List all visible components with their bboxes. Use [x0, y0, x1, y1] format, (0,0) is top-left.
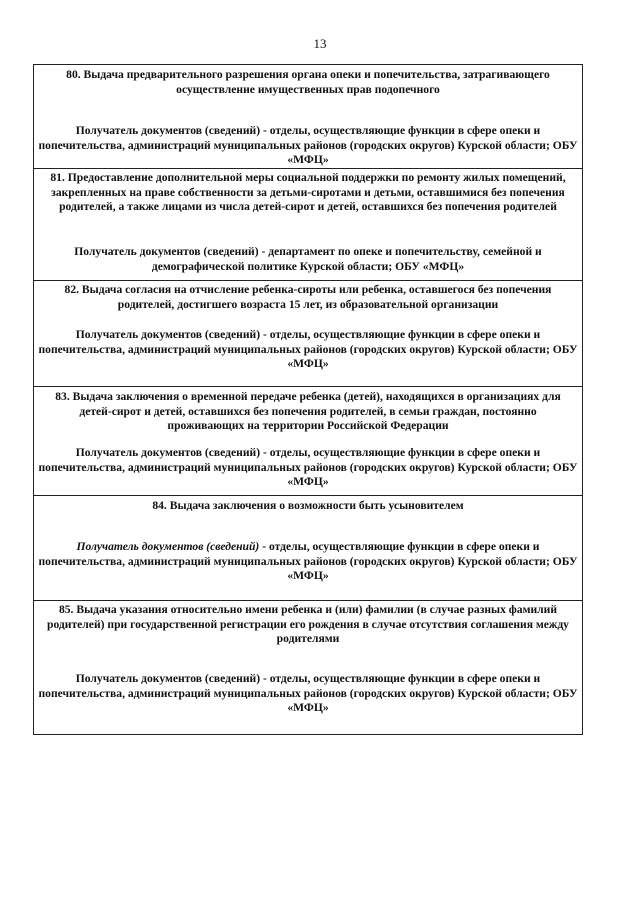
table-row	[34, 495, 582, 600]
service-title: 81. Предоставление дополнительной меры социальной поддержки по ремонту жилых помещений, закрепленных на праве собственности за детьми-сиротами и детьми, оставшимися без попечения родителей, а также лицами из числа детей-сирот и детей, оставшихся без попечения родителей	[50, 171, 566, 213]
recipient-text	[34, 540, 582, 584]
table-row	[34, 65, 582, 168]
services-table	[33, 64, 583, 735]
service-title: 84. Выдача заключения о возможности быть усыновителем	[152, 499, 464, 512]
page-number: 13	[313, 36, 327, 51]
service-title: 83. Выдача заключения о временной передаче ребенка (детей), находящихся в организациях для детей-сирот и детей, оставшихся без попечения родителей, в семьи граждан, постоянно проживающих на территории Российской Федерации	[55, 390, 561, 432]
recipient-text: Получатель документов (сведений) - департамент по опеке и попечительству, семейной и демографической политике Курской области; ОБУ «МФЦ»	[74, 245, 542, 273]
service-title: 82. Выдача согласия на отчисление ребенка-сироты или ребенка, оставшегося без попечения родителей, достигшего возраста 15 лет, из образовательной организации	[64, 283, 552, 311]
service-title: 85. Выдача указания относительно имени ребенка и (или) фамилии (в случае разных фамилий родителей) при государственной регистрации его рождения в случае отсутствия соглашения между родителями	[47, 603, 569, 645]
table-row	[34, 168, 582, 280]
service-title: 80. Выдача предварительного разрешения органа опеки и попечительства, затрагивающего осуществление имущественных прав подопечного	[66, 68, 550, 96]
recipient-text: Получатель документов (сведений) - отделы, осуществляющие функции в сфере опеки и попечительства, администраций муниципальных районов (городских округов) Курской области; ОБУ «МФЦ»	[38, 672, 578, 714]
recipient-text: Получатель документов (сведений) - отделы, осуществляющие функции в сфере опеки и попечительства, администраций муниципальных районов (городских округов) Курской области; ОБУ «МФЦ»	[38, 124, 578, 166]
table-row	[34, 600, 582, 734]
table-row	[34, 386, 582, 495]
table-row	[34, 280, 582, 386]
recipient-rest: - отделы, осуществляющие функции в сфере опеки и попечительства, администраций муниципальных районов (городских округов) Курской области; ОБУ «МФЦ»	[38, 540, 578, 582]
recipient-text: Получатель документов (сведений) - отделы, осуществляющие функции в сфере опеки и попечительства, администраций муниципальных районов (городских округов) Курской области; ОБУ «МФЦ»	[38, 328, 578, 370]
recipient-text: Получатель документов (сведений) - отделы, осуществляющие функции в сфере опеки и попечительства, администраций муниципальных районов (городских округов) Курской области; ОБУ «МФЦ»	[38, 446, 578, 488]
recipient-lead: Получатель документов (сведений)	[76, 540, 260, 553]
